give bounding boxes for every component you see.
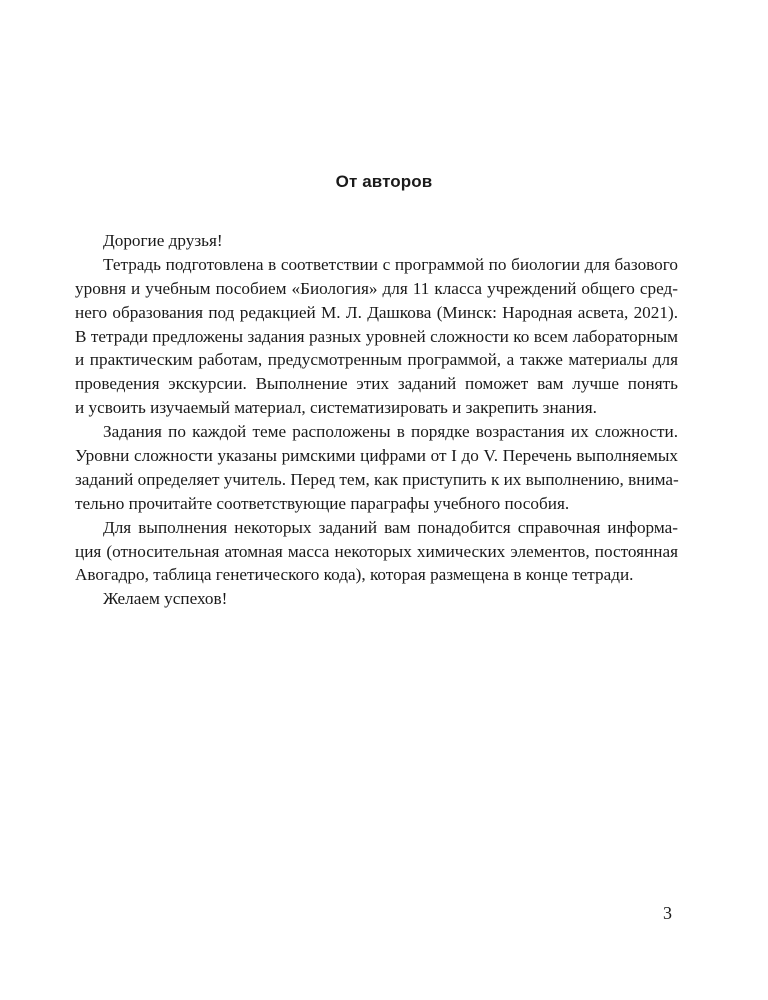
page-number: 3: [663, 903, 672, 923]
paragraph-line: В тетради предложены задания разных уровней сложности ко всем лабораторным: [75, 326, 678, 346]
paragraph-line: уровня и учебным пособием «Биология» для 11 класса учреждений общего сред-: [75, 278, 678, 298]
paragraph-line: ция (относительная атомная масса некоторых химических элементов, постоянная: [75, 541, 678, 561]
paragraph-line: Задания по каждой теме расположены в порядке возрастания их сложности.: [103, 422, 678, 442]
paragraph-line: Желаем успехов!: [103, 589, 228, 609]
paragraph-line: него образования под редакцией М. Л. Дашкова (Минск: Народная асвета, 2021).: [75, 302, 678, 322]
paragraph-line: заданий определяет учитель. Перед тем, как приступить к их выполнению, внима-: [75, 469, 679, 489]
paragraph-line: и усвоить изучаемый материал, систематизировать и закрепить знания.: [75, 398, 597, 418]
paragraph-line: Тетрадь подготовлена в соответствии с программой по биологии для базового: [103, 254, 678, 274]
paragraph: [75, 253, 678, 420]
paragraph: [75, 229, 678, 253]
paragraph: [75, 420, 678, 516]
paragraph: [75, 516, 678, 588]
paragraph-line: Уровни сложности указаны римскими цифрами от I до V. Перечень выполняемых: [75, 446, 678, 466]
paragraph-line: Для выполнения некоторых заданий вам понадобится справочная информа-: [103, 517, 678, 537]
paragraph-line: и практическим работам, предусмотренным программой, а также материалы для: [75, 350, 678, 370]
body-text: [75, 229, 678, 611]
paragraph-line: Авогадро, таблица генетического кода), которая размещена в конце тетради.: [75, 565, 634, 585]
paragraph-line: проведения экскурсии. Выполнение этих заданий поможет вам лучше понять: [75, 374, 678, 394]
paragraph-line: Дорогие друзья!: [103, 231, 223, 250]
paragraph: [75, 587, 678, 611]
page-title: От авторов: [335, 172, 433, 191]
paragraph-line: тельно прочитайте соответствующие параграфы учебного пособия.: [75, 493, 570, 513]
